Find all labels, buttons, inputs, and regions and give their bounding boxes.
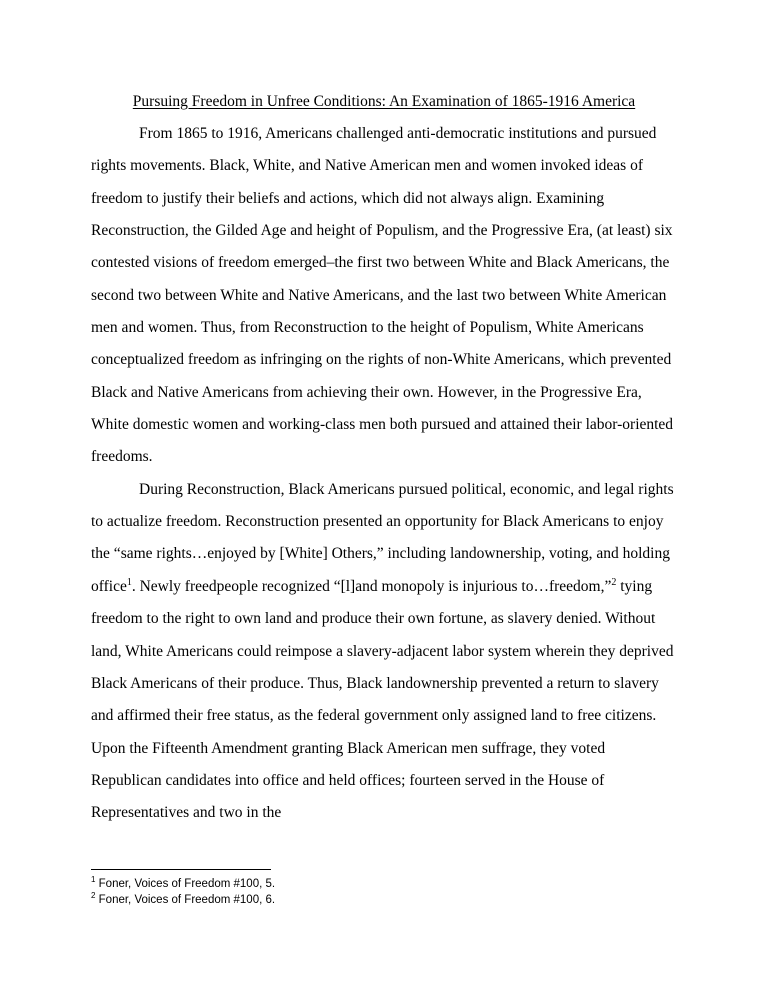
footnote-2-text: Foner, Voices of Freedom #100, 6. xyxy=(95,894,276,906)
footnote-1 xyxy=(91,876,677,892)
paragraph-2-text-b: . Newly freedpeople recognized “[l]and monopoly is injurious to…freedom,” xyxy=(131,577,612,595)
footnote-ref-2: 2 xyxy=(611,576,617,588)
footnotes xyxy=(91,876,677,908)
paragraph-2-text-a: During Reconstruction, Black Americans pursued political, economic, and legal rights to actualize freedom. Reconstruction presented an opportunity for Black Americans to enjoy the “same rights…enjoyed by [White] Others,” including landownership, voting, and holding office xyxy=(91,480,674,595)
footnote-ref-1: 1 xyxy=(126,576,132,588)
paragraph-1-text: From 1865 to 1916, Americans challenged anti-democratic institutions and pursued rights movements. Black, White, and Native American men and women invoked ideas of freedom to justify their beliefs and actions, which did not always align. Examining Reconstruction, the Gilded Age and height of Populism, and the Progressive Era, (at least) six contested visions of freedom emerged–the first two between White and Black Americans, the second two between White and Native Americans, and the last two between White American men and women. Thus, from Reconstruction to the height of Populism, White Americans conceptualized freedom as infringing on the rights of non-White Americans, which prevented Black and Native Americans from achieving their own. However, in the Progressive Era, White domestic women and working-class men both pursued and attained their labor-oriented freedoms. xyxy=(91,125,674,466)
footnote-2-number: 2 xyxy=(91,891,96,901)
footnote-separator xyxy=(91,869,271,870)
document-title: Pursuing Freedom in Unfree Conditions: An Examination of 1865-1916 America xyxy=(132,93,636,110)
footnote-2 xyxy=(91,892,677,908)
footnote-1-text: Foner, Voices of Freedom #100, 5. xyxy=(95,878,276,890)
paragraph-1 xyxy=(91,118,677,474)
document-body xyxy=(91,118,677,830)
paragraph-2-text-c: tying freedom to the right to own land and produce their own fortune, as slavery denied. Without land, White Americans could reimpose a slavery-adjacent labor system wherein they deprived Black Americans of their produce. Thus, Black landownership prevented a return to slavery and affirmed their free status, as the federal government only assigned land to free citizens. Upon the Fifteenth Amendment granting Black American men suffrage, they voted Republican candidates into office and held offices; fourteen served in the House of Representatives and two in the xyxy=(91,577,674,822)
paragraph-2 xyxy=(91,474,677,830)
footnote-1-number: 1 xyxy=(91,875,96,885)
